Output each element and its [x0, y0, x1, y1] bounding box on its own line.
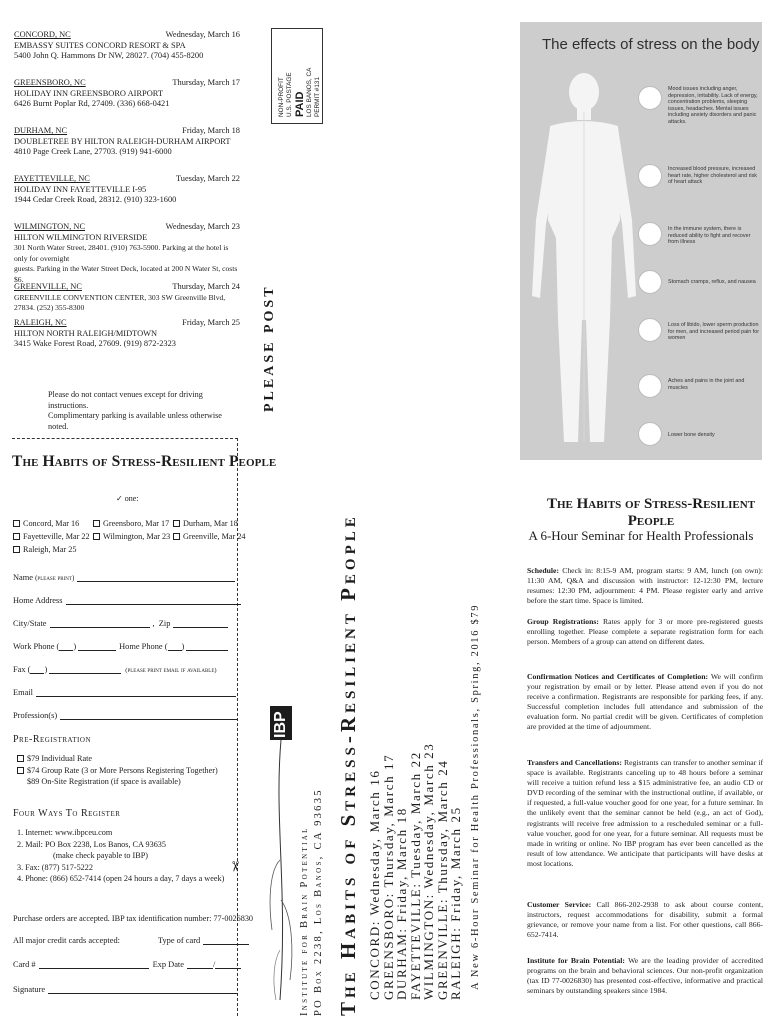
paragraph-heading: Transfers and Cancellations: [527, 758, 622, 767]
home-address-field[interactable] [13, 596, 241, 605]
heart-icon [638, 164, 662, 188]
postage-indicia [271, 28, 323, 124]
venue-note-line: Complimentary parking is available unless otherwise noted. [48, 411, 222, 431]
customer-service-paragraph [527, 900, 763, 940]
sender-address: PO Box 2238, Los Banos, CA 93635 [313, 788, 324, 1016]
effect-joints: Aches and pains in the joint and muscles [668, 378, 745, 391]
indicia-line: LOS BANOS, CA [306, 67, 313, 117]
venue-line: HOLIDAY INN GREENSBORO AIRPORT [14, 88, 163, 98]
infographic-title: The effects of stress on the body [542, 36, 760, 53]
sender-name: Institute for Brain Potential [299, 826, 310, 1016]
venue-greensboro [14, 78, 240, 110]
indicia-line: U.S. POSTAGE [286, 72, 293, 117]
tax-id-line: Purchase orders are accepted. IBP tax identification number: 77-0026830 [13, 914, 254, 923]
card-number-label: Card # [13, 960, 36, 969]
venue-line: 3415 Wake Forest Road, 27609. (919) 872-2323 [14, 339, 176, 349]
stomach-icon [638, 270, 662, 294]
checkbox[interactable] [93, 520, 100, 527]
venue-note-line: Please do not contact venues except for driving instructions. [48, 390, 203, 410]
location-option[interactable] [93, 530, 170, 543]
profession-field[interactable] [13, 711, 238, 720]
venue-line: EMBASSY SUITES CONCORD RESORT & SPA [14, 40, 186, 50]
location-label: Greensboro, Mar 17 [103, 519, 170, 528]
location-option[interactable] [13, 543, 76, 556]
signature-label: Signature [13, 985, 46, 994]
location-label: Concord, Mar 16 [23, 519, 80, 528]
location-option[interactable] [13, 530, 90, 543]
venue-fayetteville [14, 174, 240, 206]
return-address [298, 788, 326, 1016]
checkbox[interactable] [17, 755, 24, 762]
name-hint: (please print) [35, 574, 75, 582]
indicia-text [278, 68, 322, 117]
cut-line-horizontal [12, 438, 238, 439]
reproductive-icon [638, 318, 662, 342]
venue-date: Tuesday, March 22 [175, 174, 240, 183]
paragraph-heading: Schedule: [527, 566, 560, 575]
way-item: (make check payable to IBP) [53, 851, 149, 860]
location-label: Greenville, Mar 24 [183, 532, 246, 541]
schedule-line: GREENVILLE: Thursday, March 24 [434, 759, 450, 1000]
confirmation-paragraph [527, 672, 763, 733]
effect-mood: Mood issues including anger, depression, irritability. Lack of energy, concentration problems, sleeping issues, headaches. Mental issues including anxiety disorders and panic attacks. [668, 86, 758, 125]
cards-label: All major credit cards accepted: [13, 936, 120, 945]
venue-line: HILTON WILMINGTON RIVERSIDE [14, 232, 148, 242]
location-label: Fayetteville, Mar 22 [23, 532, 90, 541]
checkbox[interactable] [13, 533, 20, 540]
paragraph-body: Call 866-202-2938 to ask about course content, instructors, request accommodations for disability, submit a formal grievance, or remove your name from a list. For other questions, call 866-652-7414. [527, 900, 763, 940]
venue-line: HOLIDAY INN FAYETTEVILLE I-95 [14, 184, 147, 194]
fax-label: Fax ( [13, 665, 31, 674]
venue-line: guests. Parking in the Water Street Deck, located at 200 N Water St, costs $6. [14, 264, 238, 284]
paragraph-body: Registrants can transfer to another seminar if space is available. Registrants canceling up to 48 hours before a seminar will receive a tuition refund less a $15 administrative fee, an audio CD or DVD recording of the seminar with the instructional outline, if available, or if requested, a full-value voucher good for one year, for a future seminar. In the unlikely event that the seminar cannot be held (e.g., an act of God), registrants will receive free admission to a rescheduled seminar or a full-value voucher, good for one year, for a future seminar. All requests must be made in writing or online. No IBP program has ever been cancelled as the result of low attendance. We anticipate that participants will have desks at most locations. [527, 758, 764, 868]
ways-heading: Four Ways To Register [13, 808, 121, 819]
effect-heart: Increased blood pressure, increased heart rate, higher cholesterol and risk of heart attack [668, 166, 757, 186]
exp-month-line[interactable] [187, 960, 213, 969]
prereg-option-label: $74 Group Rate (3 or More Persons Registering Together) [27, 765, 218, 775]
venue-line: DOUBLETREE BY HILTON RALEIGH-DURHAM AIRPORT [14, 136, 231, 146]
location-label: Wilmington, Mar 23 [103, 532, 171, 541]
stress-infographic [520, 22, 762, 460]
effect-reproductive: Loss of libido, lower sperm production for men, and increased period pain for women [668, 322, 760, 342]
ibp-logo [264, 700, 298, 1016]
location-option[interactable] [173, 530, 246, 543]
email-label: Email [13, 688, 34, 697]
venue-line: 1944 Cedar Creek Road, 28312. (910) 323-1600 [14, 195, 177, 205]
schedule-line: FAYETTEVILLE: Tuesday, March 22 [407, 751, 423, 1000]
checkbox[interactable] [17, 767, 24, 774]
venue-date: Wednesday, March 16 [165, 30, 240, 39]
effect-immune: In the immune system, there is reduced ability to fight and recover from illness [668, 226, 751, 246]
venue-line: 301 North Water Street, 28401. (910) 763-5900. Parking at the hotel is only for overnight [14, 243, 229, 263]
paragraph-heading: Customer Service: [527, 900, 592, 909]
zip-label: Zip [158, 619, 171, 628]
venue-line: HILTON NORTH RALEIGH/MIDTOWN [14, 328, 158, 338]
form-title: The Habits of Stress-Resilient People [12, 453, 277, 470]
card-type-input-line[interactable] [203, 936, 249, 945]
ibp-logo-icon [264, 700, 298, 1016]
work-phone-line[interactable] [78, 642, 116, 651]
venue-line: 4810 Page Creek Lane, 27703. (919) 941-6000 [14, 147, 172, 157]
ibp-paragraph [527, 956, 763, 996]
signature-field[interactable] [13, 985, 238, 994]
mailer-big-title: The Habits of Stress-Resilient People [336, 513, 360, 1016]
schedule-line: CONCORD: Wednesday, March 16 [367, 769, 382, 1000]
card-type-label: Type of card [157, 936, 201, 945]
mailer-tagline: A New 6-Hour Seminar for Health Professionals, Spring, 2016 $79 [470, 603, 481, 990]
ways-list [17, 827, 224, 885]
profession-input-line[interactable] [60, 711, 238, 720]
fax-hint: (please print email if available) [125, 667, 217, 674]
city-state-label: City/State [13, 619, 47, 628]
venue-note [48, 390, 238, 432]
immune-icon [638, 222, 662, 246]
prereg-option [17, 776, 218, 788]
venue-city: DURHAM, NC [14, 126, 68, 135]
home-area-line[interactable] [168, 642, 182, 651]
phone-field[interactable]: Work Phone ( ) Home Phone ( ) [13, 642, 228, 651]
paragraph-heading: Institute for Brain Potential: [527, 956, 625, 965]
venue-durham [14, 126, 240, 158]
checkbox[interactable] [173, 520, 180, 527]
venue-date: Friday, March 18 [182, 126, 240, 135]
exp-date-label: Exp Date [152, 960, 184, 969]
checkbox[interactable] [93, 533, 100, 540]
ibp-logo-text: IBP [272, 711, 289, 738]
home-address-label: Home Address [13, 596, 63, 605]
schedule-line: DURHAM: Friday, March 18 [394, 807, 409, 1000]
fax-field[interactable]: Fax ( ) (please print email if available) [13, 665, 217, 674]
work-area-line[interactable] [59, 642, 73, 651]
venue-wilmington [14, 222, 240, 286]
way-item: 2. Mail: PO Box 2238, Los Banos, CA 93635 [17, 839, 166, 849]
prereg-heading: Pre-Registration [13, 734, 92, 745]
venue-city: FAYETTEVILLE, NC [14, 174, 90, 183]
name-input-line[interactable] [77, 573, 235, 582]
card-type-field[interactable] [13, 936, 249, 945]
please-post: PLEASE POST [262, 284, 277, 412]
effect-bone: Lower bone density [668, 432, 715, 438]
location-label: Raleigh, Mar 25 [23, 545, 77, 554]
indicia-paid: PAID [294, 91, 306, 117]
checkbox[interactable] [13, 520, 20, 527]
paragraph-heading: Confirmation Notices and Certificates of Completion: [527, 672, 709, 681]
work-phone-label: Work Phone ( [13, 642, 60, 651]
paragraph-body: We are the leading provider of accredited programs on the brain and behavioral sciences. Our non-profit organization (tax ID 77-0026830) has presented cost-effective, informative and practical seminars by outstanding speakers since 1984. [527, 956, 763, 996]
way-item: 3. Fax: (877) 517-5222 [17, 862, 93, 872]
joint-icon [638, 374, 662, 398]
email-field[interactable] [13, 688, 236, 697]
venue-line: 5400 John Q. Hammons Dr NW, 28027. (704) 455-8200 [14, 51, 204, 61]
paragraph-heading: Group Registrations: [527, 617, 599, 626]
city-state-input-line[interactable] [50, 619, 150, 628]
checkbox[interactable] [13, 546, 20, 553]
schedule-line: WILMINGTON: Wednesday, March 23 [421, 742, 436, 1000]
mailer-schedule [368, 743, 463, 1000]
body-figure-icon [528, 70, 640, 458]
fax-area-line[interactable] [30, 665, 44, 674]
prereg-option-label: $89 On-Site Registration (if space is available) [27, 777, 181, 786]
card-number-field[interactable]: Card # Exp Date / [13, 960, 241, 969]
location-option[interactable] [173, 517, 238, 530]
location-label: Durham, Mar 18 [183, 519, 238, 528]
venue-date: Thursday, March 17 [172, 78, 240, 87]
venue-concord [14, 30, 240, 62]
venue-greenville [14, 282, 240, 314]
signature-input-line[interactable] [48, 985, 238, 994]
prereg-option[interactable] [17, 765, 218, 777]
venue-line: 6426 Burnt Poplar Rd, 27409. (336) 668-0421 [14, 99, 170, 109]
home-address-input-line[interactable] [66, 596, 241, 605]
paragraph-body: Rates apply for 3 or more pre-registered guests enrolling together. Please complete a separate registration form for each person. Members of a group can attend on different dates. [527, 617, 764, 647]
paragraph-body: Check in: 8:15-9 AM, program starts: 9 AM, lunch (on own): 11:30 AM, Q&A and discussion with instructor: 12-12:30 PM, lecture resumes: 12:30 PM, adjournment: 4 PM. Please register early and arrive before the start time. Space is limited. [527, 566, 763, 606]
brain-icon [638, 86, 662, 110]
name-field[interactable] [13, 573, 235, 582]
location-option[interactable] [93, 517, 169, 530]
venue-city: WILMINGTON, NC [14, 222, 86, 231]
bone-icon [638, 422, 662, 446]
home-phone-line[interactable] [186, 642, 228, 651]
check-one-label: ✓ one: [116, 494, 139, 503]
card-number-input-line[interactable] [39, 960, 149, 969]
schedule-line: RALEIGH: Friday, March 25 [448, 806, 463, 1000]
prereg-option[interactable] [17, 753, 218, 765]
paragraph-body: We will confirm your registration by email or by letter. Please attend even if you do not receive a confirmation. Registrants are responsible for parking fees, if any. Successful completion includes full attendance and submission of the evaluation form. No partial credit will be given. Certificates of completion are provided at the time of adjournment. [527, 672, 763, 732]
venue-date: Thursday, March 24 [172, 282, 240, 291]
venue-date: Friday, March 25 [182, 318, 240, 327]
schedule-paragraph [527, 566, 763, 606]
indicia-line: PERMIT #131 [314, 76, 321, 117]
seminar-title: The Habits of Stress-Resilient People [546, 496, 756, 529]
city-zip-field[interactable]: City/State , Zip [13, 619, 228, 628]
venue-city: RALEIGH, NC [14, 318, 67, 327]
venue-line: GREENVILLE CONVENTION CENTER, 303 SW Greenville Blvd, 27834. (252) 355-8300 [14, 292, 226, 313]
exp-year-line[interactable] [215, 960, 241, 969]
effect-stomach: Stomach cramps, reflux, and nausea [668, 279, 756, 285]
venue-city: GREENVILLE, NC [14, 282, 82, 291]
way-item: 4. Phone: (866) 652-7414 (open 24 hours a day, 7 days a week) [17, 874, 225, 883]
venue-raleigh [14, 318, 240, 350]
zip-input-line[interactable] [173, 619, 228, 628]
seminar-subtitle: A 6-Hour Seminar for Health Professionals [528, 528, 754, 543]
venue-date: Wednesday, March 23 [165, 222, 240, 231]
name-label: Name [13, 573, 33, 582]
checkbox[interactable] [173, 533, 180, 540]
profession-label: Profession(s) [13, 711, 58, 720]
venue-city: CONCORD, NC [14, 30, 71, 39]
prereg-option-label: $79 Individual Rate [27, 754, 93, 763]
schedule-line: GREENSBORO: Thursday, March 17 [380, 753, 396, 1000]
way-item: 1. Internet: www.ibpceu.com [17, 828, 113, 837]
home-phone-label: Home Phone ( [119, 642, 168, 651]
group-paragraph [527, 617, 763, 647]
fax-input-line[interactable] [49, 665, 121, 674]
scissors-icon: ✂ [226, 860, 242, 873]
prereg-options [17, 753, 218, 788]
indicia-line: NON-PROFIT [278, 77, 285, 117]
email-input-line[interactable] [36, 688, 236, 697]
venue-city: GREENSBORO, NC [14, 78, 86, 87]
location-option[interactable] [13, 517, 79, 530]
transfers-paragraph [527, 758, 763, 869]
